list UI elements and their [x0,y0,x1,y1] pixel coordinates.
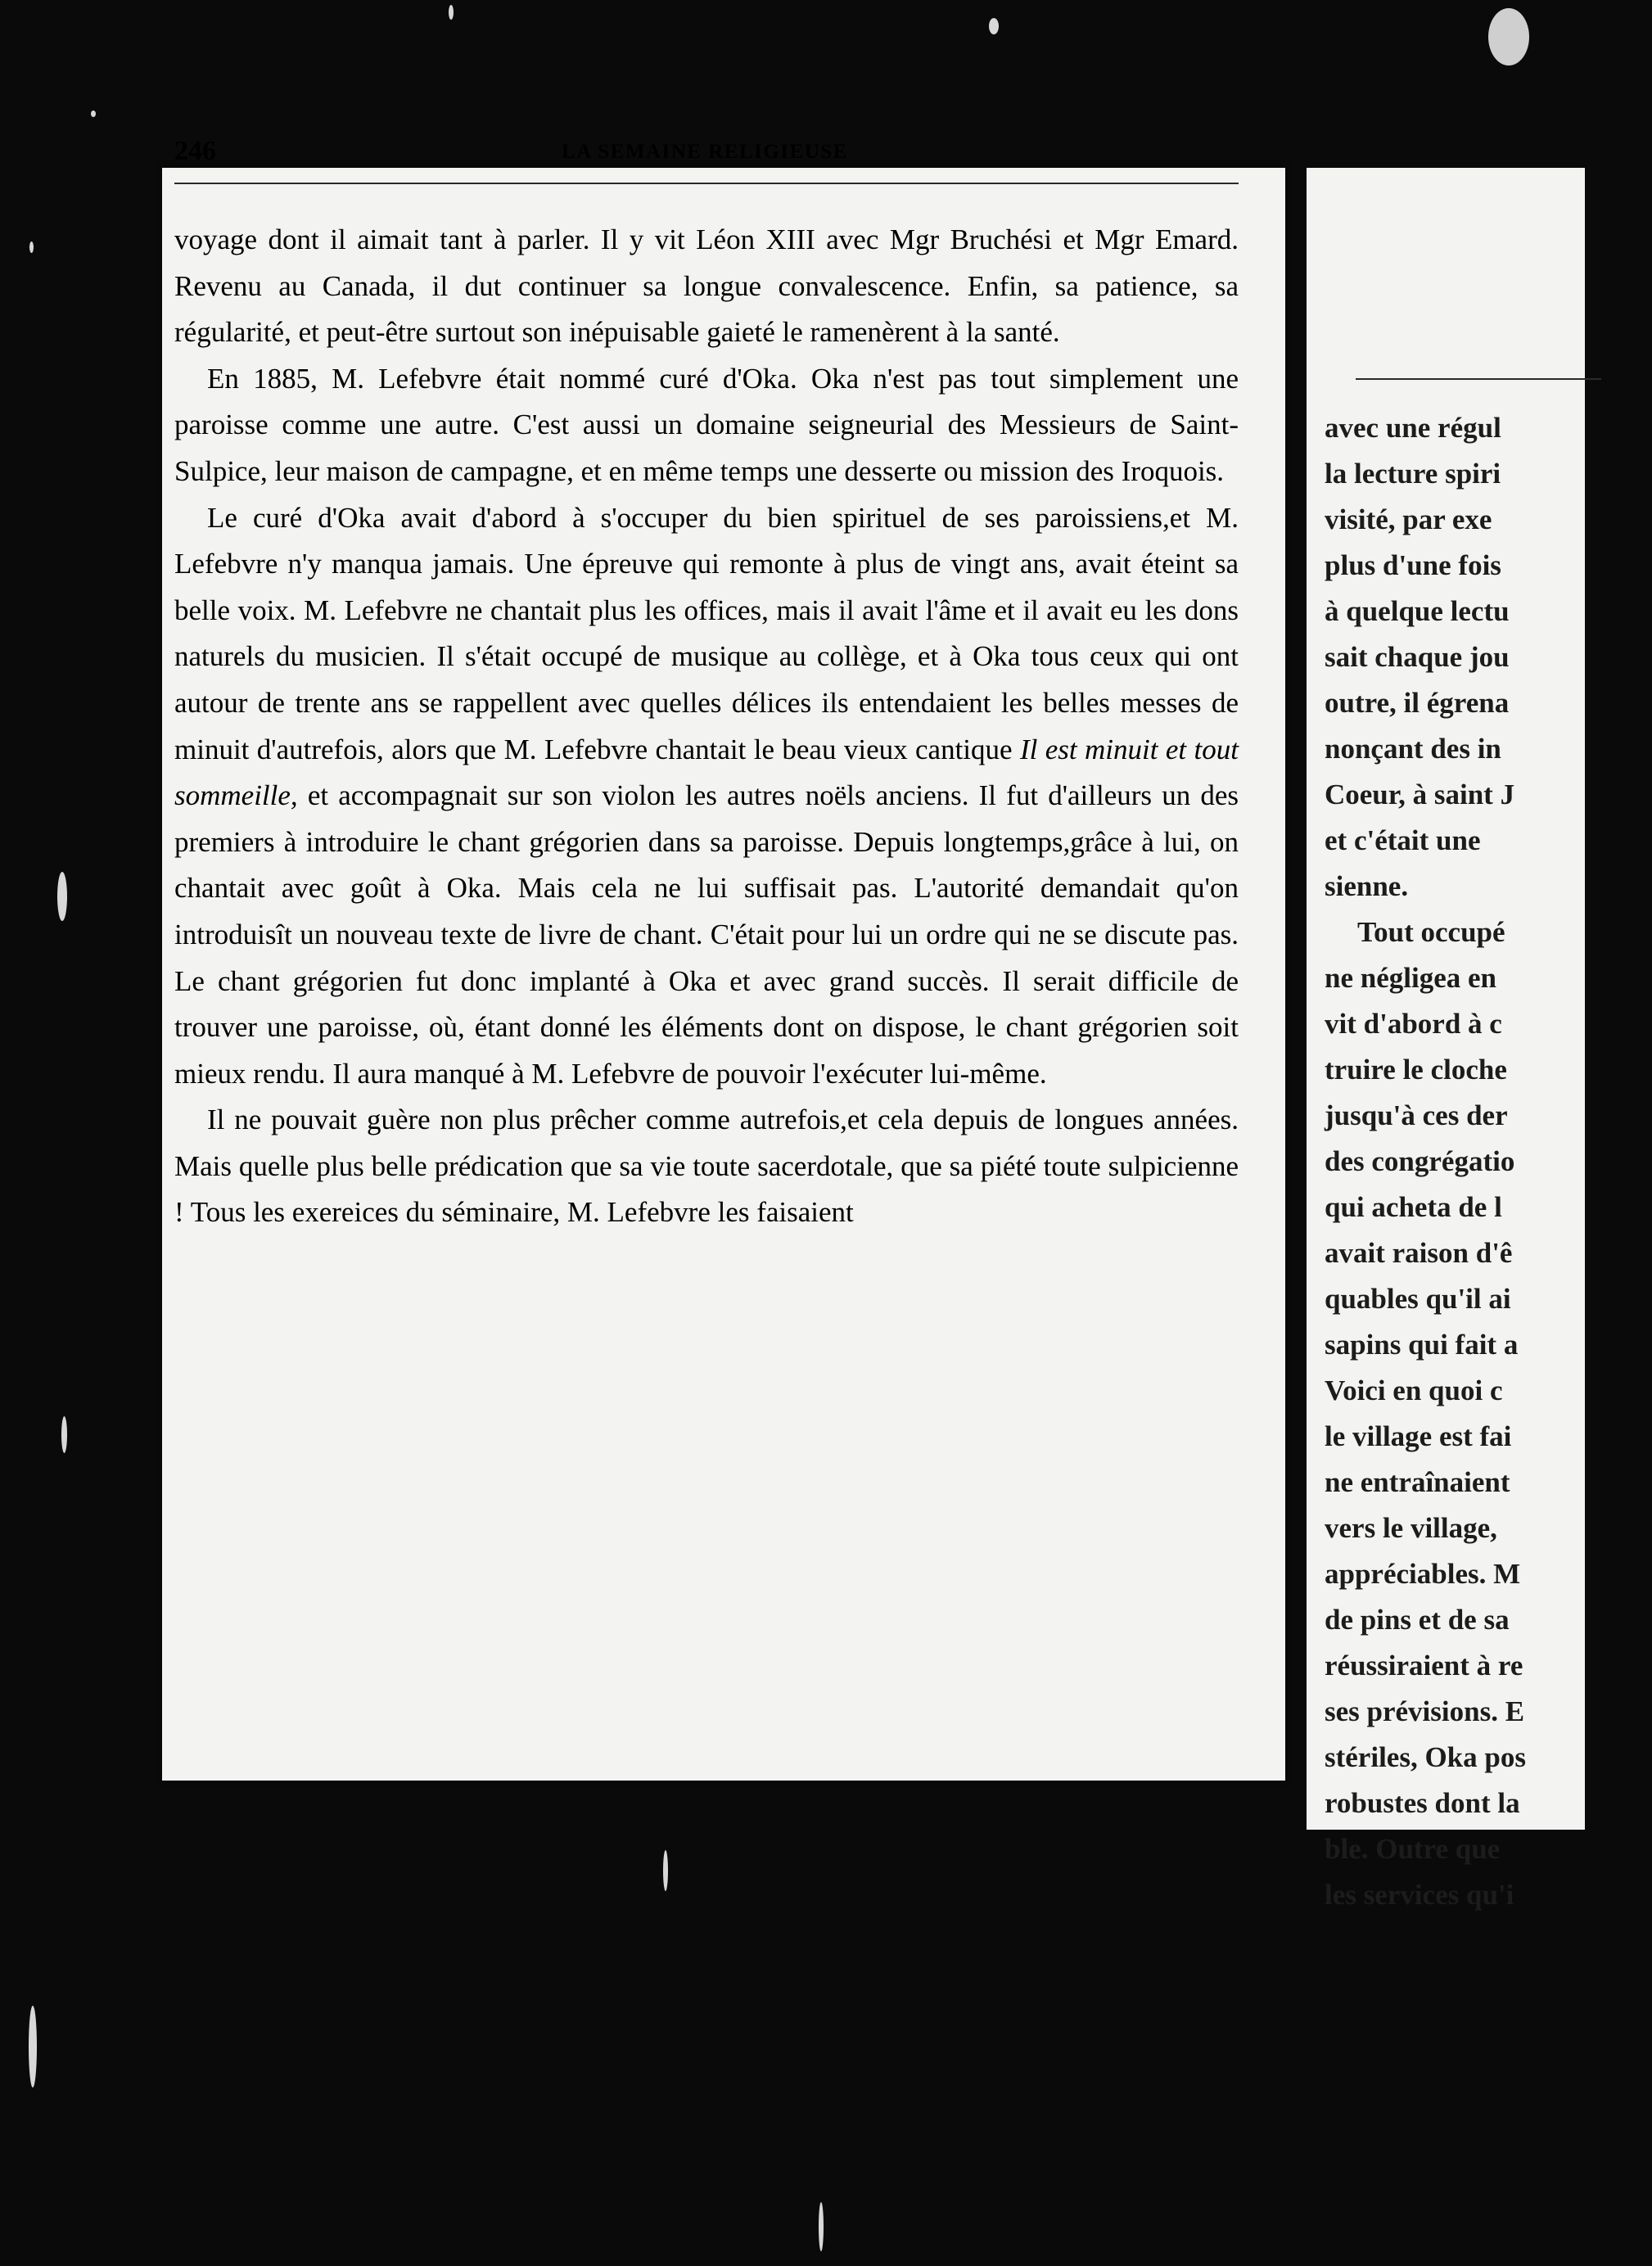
right-page-line: nonçant des in [1325,733,1501,765]
right-page-line: avec une régul [1325,412,1501,444]
right-page-line: et c'était une [1325,824,1481,856]
right-page-line: ne entraînaient [1325,1466,1510,1498]
paragraph-2: En 1885, M. Lefebvre était nommé curé d'Oka. Oka n'est pas tout simplement une paroisse comme une autre. C'est aussi un domaine seigneurial des Messieurs de Saint-Sulpice, leur maison de campagne, et en même temps une desserte ou mission des Iroquois. [174,362,1239,487]
right-page-line: quables qu'il ai [1325,1283,1511,1315]
right-page-line: sait chaque jou [1325,641,1510,673]
right-header-rule [1356,378,1601,380]
header-rule [174,183,1239,184]
right-page-line: ble. Outre que [1325,1833,1501,1865]
right-page-line: sienne. [1325,870,1409,902]
right-page-line: vit d'abord à c [1325,1008,1502,1040]
right-page [1307,168,1585,1911]
right-page-line: truire le cloche [1325,1054,1507,1086]
right-page-line: ses prévisions. E [1325,1695,1525,1727]
paragraph-3-text-after: et accompagnait sur son violon les autres noëls anciens. Il fut d'ailleurs un des premiers à introduire le chant grégorien dans sa paroisse. Depuis longtemps,grâce à lui, on chantait avec goût à Oka. Mais cela ne lui suffisait pas. L'autorité demandait qu'on introduisît un nouveau texte de livre de chant. C'était pour lui un ordre qui ne se discute pas. Le chant grégorien fut donc implanté à Oka et avec grand succès. Il serait difficile de trouver une paroisse, où, étant donné les éléments dont on dispose, le chant grégorien soit mieux rendu. Il aura manqué à M. Lefebvre de pouvoir l'exécuter lui-même. [174,779,1239,1090]
right-page-line: les services qu'i [1325,1879,1514,1911]
right-page-line: robustes dont la [1325,1787,1520,1819]
running-head [174,136,1235,185]
right-page-line: ne négligea en [1325,962,1496,994]
page-number: 246 [174,136,216,166]
right-page-line: réussiraient à re [1325,1650,1523,1681]
right-page-line: outre, il égrena [1325,687,1510,719]
right-page-line: vers le village, [1325,1512,1497,1544]
right-page-line: plus d'une fois [1325,549,1501,581]
paragraph-1: voyage dont il aimait tant à parler. Il y vit Léon XIII avec Mgr Bruchési et Mgr Emard. Revenu au Canada, il dut continuer sa longue convalescence. Enfin, sa patience, sa régularité, et peut-être surtout son inépuisable gaieté le ramenèrent à la santé. [174,223,1239,349]
right-page-line: des congrégatio [1325,1145,1515,1177]
paragraph-3-italic-title: Il est minuit et tout sommeille, [174,733,1239,812]
right-page-line: jusqu'à ces der [1325,1099,1508,1131]
right-page-line: stériles, Oka pos [1325,1741,1526,1773]
right-page-line: appréciables. M [1325,1558,1521,1590]
right-page-line: sapins qui fait a [1325,1329,1519,1361]
body-text [174,217,1239,1236]
right-page-line: avait raison d'ê [1325,1237,1513,1269]
right-page-line: Tout occupé [1357,916,1505,948]
running-title: LA SEMAINE RELIGIEUSE [562,141,848,163]
right-page-line: la lecture spiri [1325,458,1501,490]
right-page-line: de pins et de sa [1325,1604,1510,1636]
right-page-line: qui acheta de l [1325,1191,1502,1223]
paragraph-4: Il ne pouvait guère non plus prêcher comme autrefois,et cela depuis de longues années. Mais quelle plus belle prédication que sa vie toute sacerdotale, que sa piété toute sulpicienne ! Tous les exereices du séminaire, M. Lefebvre les faisaient [174,1104,1239,1229]
paragraph-3 [174,495,1239,1098]
right-page-text [1325,405,1652,1918]
right-page-line: le village est fai [1325,1420,1512,1452]
right-page-line: à quelque lectu [1325,595,1510,627]
right-page-line: Coeur, à saint J [1325,779,1515,810]
right-page-line: visité, par exe [1325,503,1492,535]
right-page-line: Voici en quoi c [1325,1374,1503,1406]
paragraph-3-text-before: Le curé d'Oka avait d'abord à s'occuper du bien spirituel de ses paroissiens,et M. Lefebvre n'y manqua jamais. Une épreuve qui remonte à plus de vingt ans, avait éteint sa belle voix. M. Lefebvre ne chantait plus les offices, mais il avait l'âme et il avait eu les dons naturels du musicien. Il s'était occupé de musique au collège, et à Oka tous ceux qui ont autour de trente ans se rappellent avec quelles délices ils entendaient les belles messes de minuit d'autrefois, alors que M. Lefebvre chantait le beau vieux cantique [174,501,1239,765]
